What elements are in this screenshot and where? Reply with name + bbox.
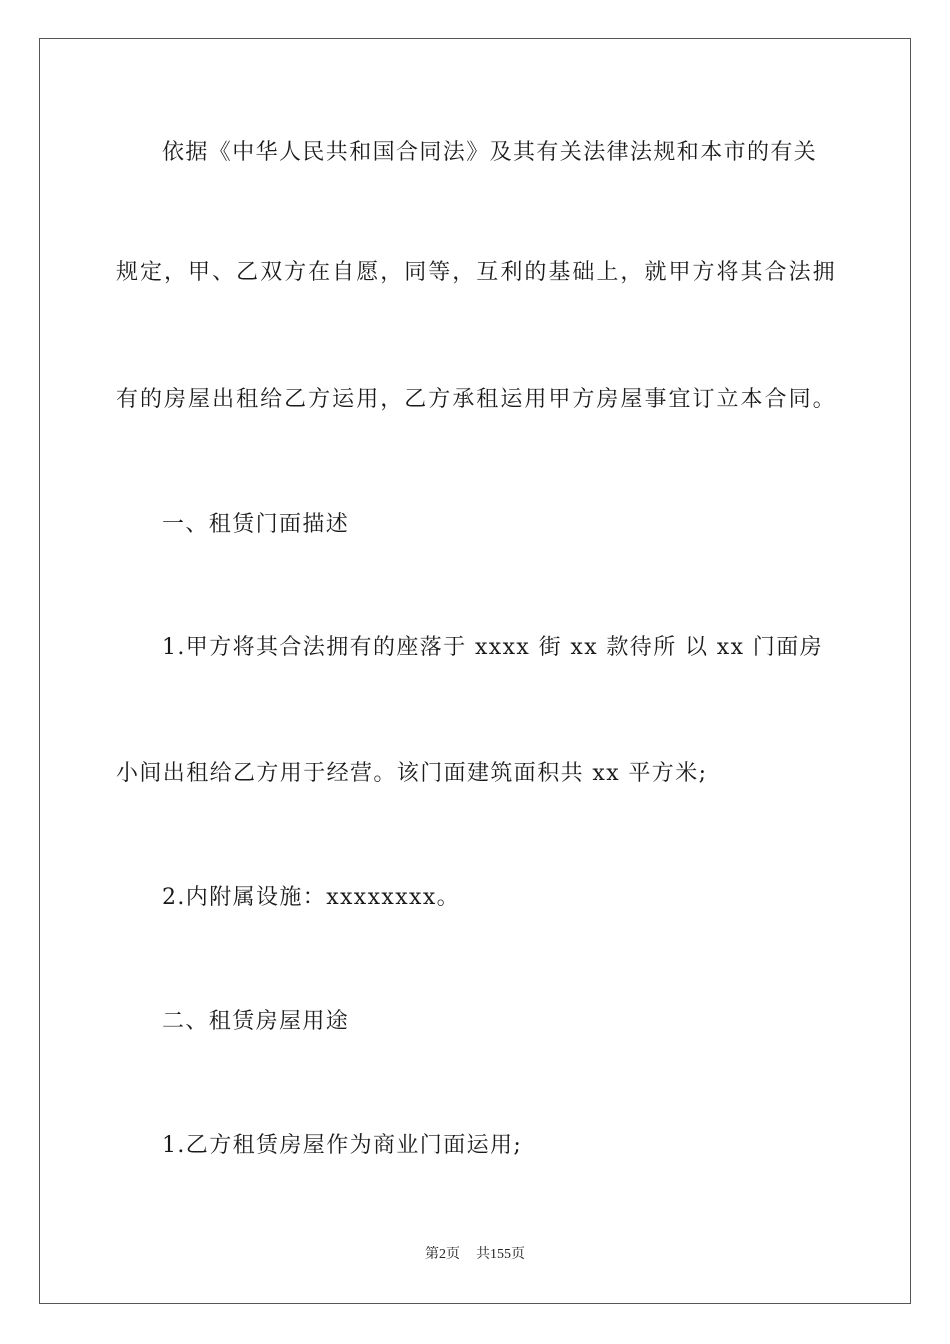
clause-1-2: 2.内附属设施：xxxxxxxx。 bbox=[162, 885, 461, 910]
intro-paragraph-line-1: 依据《中华人民共和国合同法》及其有关法律法规和本市的有关 bbox=[162, 140, 818, 165]
section-heading-rental-description: 一、租赁门面描述 bbox=[162, 512, 350, 537]
intro-paragraph-line-3: 有的房屋出租给乙方运用，乙方承租运用甲方房屋事宜订立本合同。 bbox=[116, 387, 836, 412]
page-total: 共155页 bbox=[476, 1247, 525, 1262]
clause-1-1-line-2: 小间出租给乙方用于经营。该门面建筑面积共 xx 平方米; bbox=[116, 761, 708, 786]
intro-paragraph-line-2: 规定，甲、乙双方在自愿，同等，互利的基础上，就甲方将其合法拥 bbox=[116, 260, 836, 285]
page-number: 第2页 bbox=[425, 1247, 460, 1262]
section-heading-rental-purpose: 二、租赁房屋用途 bbox=[162, 1009, 350, 1034]
clause-1-1-line-1: 1.甲方将其合法拥有的座落于 xxxx 街 xx 款待所 以 xx 门面房 bbox=[162, 635, 824, 660]
page-footer bbox=[0, 1246, 950, 1264]
clause-2-1: 1.乙方租赁房屋作为商业门面运用; bbox=[162, 1133, 523, 1158]
page-border bbox=[39, 38, 911, 1304]
